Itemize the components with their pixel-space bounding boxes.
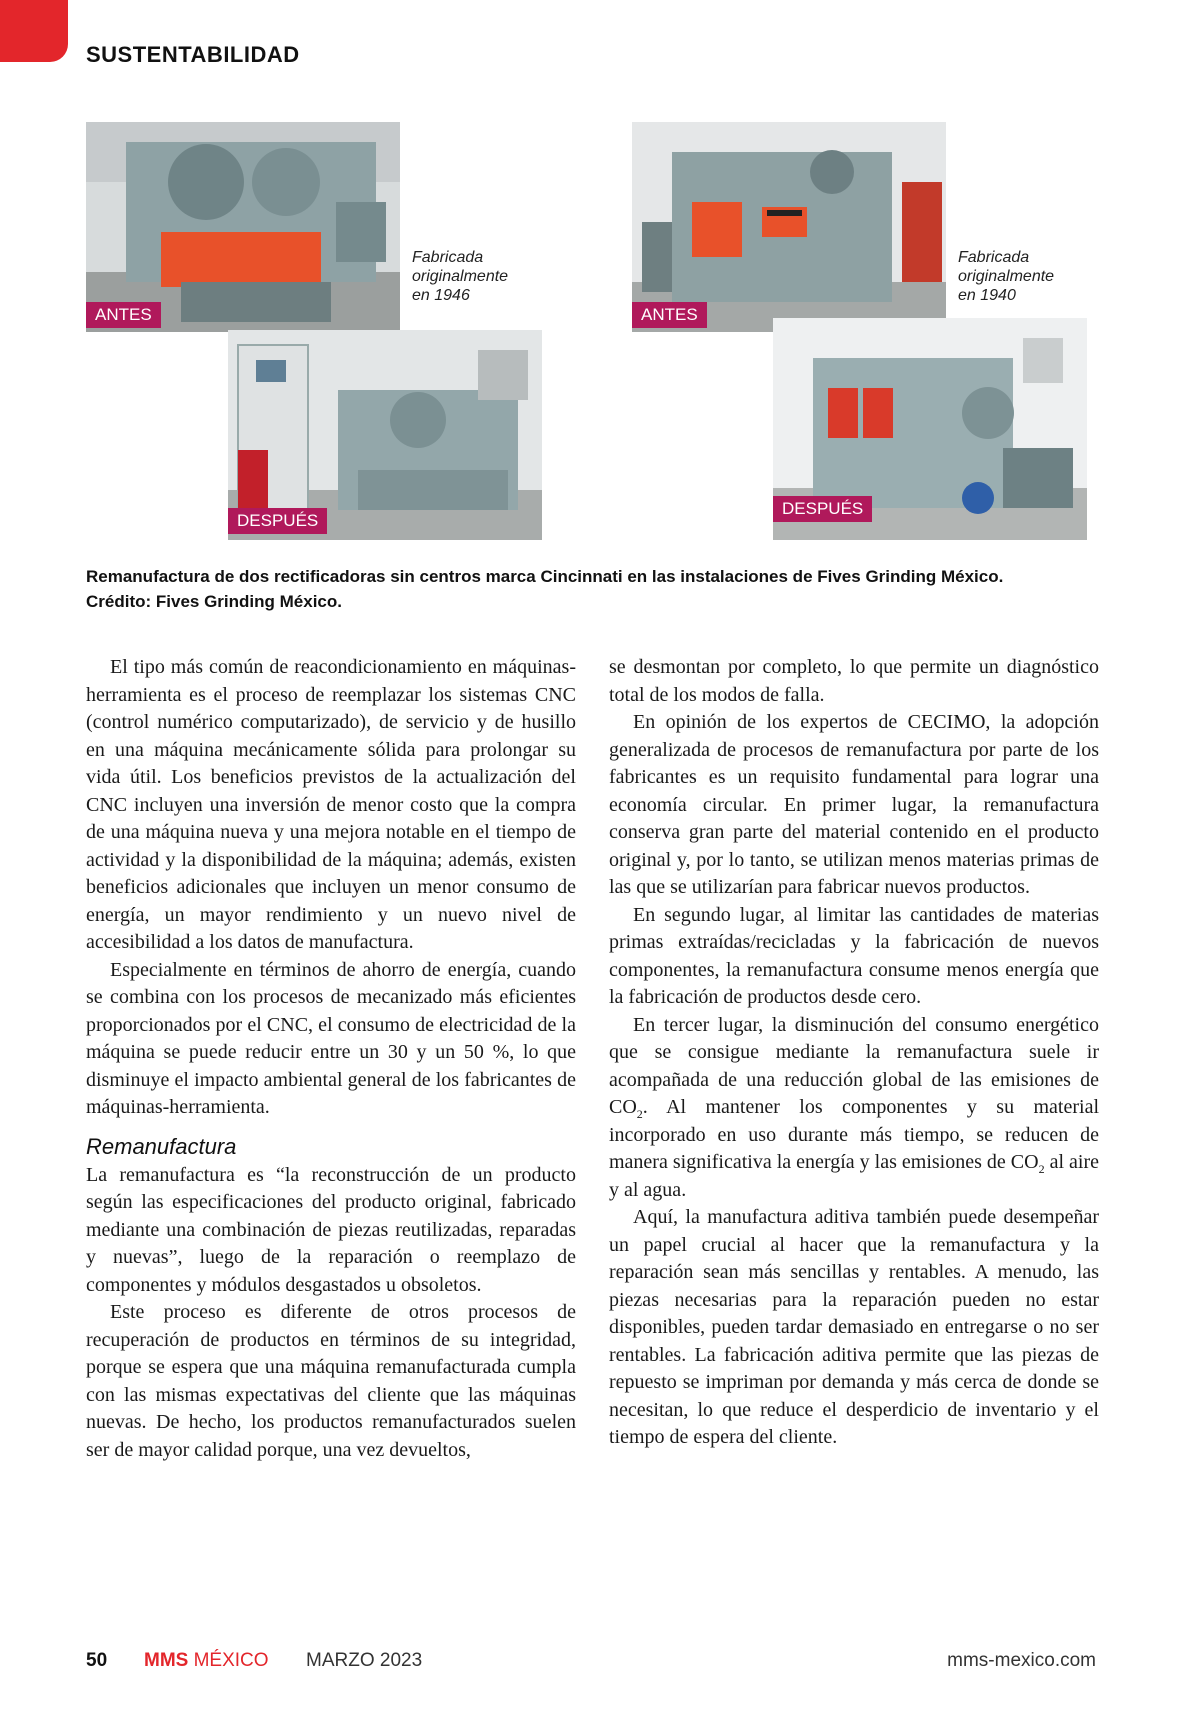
issue-date: MARZO 2023: [306, 1650, 423, 1671]
paragraph: En opinión de los expertos de CECIMO, la adopción generalizada de procesos de remanufactura por parte de los fabricantes es un requisito fundamental para lograr una economía circular. En primer lugar, la remanufactura conserva gran parte del material contenido en el producto original y, por lo tanto, se utilizan menos materias primas de las que se utilizarían para fabricar nuevos productos.: [609, 711, 1099, 898]
paragraph: Este proceso es diferente de otros procesos de recuperación de productos en términos de su integridad, porque se espera que una máquina remanufacturada cumpla con las mismas expectativas del cliente que las máquinas nuevas. De hecho, los productos remanufacturados suelen ser de mayor calidad porque, una vez devueltos,: [86, 1301, 576, 1461]
paragraph: se desmontan por completo, lo que permite un diagnóstico total de los modos de falla.: [609, 656, 1099, 706]
page-number: 50: [86, 1650, 108, 1671]
photo-right-after: [773, 318, 1087, 540]
paragraph: Aquí, la manufactura aditiva también puede desempeñar un papel crucial al hacer que la remanufactura y la reparación sean más sencillas y rentables. A menudo, las piezas necesarias para la reparación pueden no estar disponibles, pueden tardar demasiado en entregarse o no ser rentables. La fabricación aditiva permite que las piezas de repuesto se impriman por demanda y más cerca de donde se necesitan, lo que reduce el desperdicio de inventario y el tiempo de espera del cliente.: [609, 1206, 1099, 1448]
caption-credit: Crédito: Fives Grinding México.: [86, 592, 342, 611]
before-badge: ANTES: [86, 302, 161, 328]
paragraph: Especialmente en términos de ahorro de energía, cuando se combina con los procesos de mecanizado más eficientes proporcionados por el CNC, el consumo de electricidad de la máquina se puede reducir entre un 30 y un 50 %, lo que disminuye el impacto ambiental general de los fabricantes de máquinas-herramienta.: [86, 958, 576, 1118]
website-link[interactable]: mms-mexico.com: [947, 1650, 1096, 1671]
figure-caption: [86, 564, 1116, 614]
paragraph: En segundo lugar, al limitar las cantidades de materias primas extraídas/recicladas y la fabricación de nuevos componentes, la remanufactura consume menos energía que la fabricación de productos desde cero.: [609, 903, 1099, 1008]
caption-text: Remanufactura de dos rectificadoras sin centros marca Cincinnati en las instalaciones de Fives Grinding México.: [86, 567, 1004, 586]
photo-left-after: [228, 330, 542, 540]
section-color-tab: [0, 0, 68, 62]
photo-left-before: [86, 122, 400, 332]
before-badge: ANTES: [632, 302, 707, 328]
grinder-1946-before-image: [86, 122, 400, 332]
paragraph-co2: En tercer lugar, la disminución del consumo energético que se consigue mediante la remanufactura suele ir acompañada de una reducción global de las emisiones de $CO_2$. Al mantener los componentes y su material incorporado en uso durante más tiempo, se reducen de manera significativa la energía y las emisiones de $CO_2$ al aire y al agua.: [609, 1013, 1100, 1201]
page-footer: [86, 1650, 1096, 1680]
subheading-remanufactura: Remanufactura: [86, 1133, 237, 1159]
paragraph: El tipo más común de reacondicionamiento en máquinas-herramienta es el proceso de reemplazar los sistemas CNC (control numérico computarizado), de servicio y de husillo en una máquina mecánicamente sólida para prolongar su vida útil. Los beneficios previstos de la actualización del CNC incluyen una inversión de menor costo que la compra de una máquina nueva y una mejora notable en el tiempo de actividad y la disponibilidad de la máquina; además, existen beneficios adicionales que incluyen un menor consumo de energía, un mayor rendimiento y un nuevo nivel de accesibilidad a los datos de manufactura.: [86, 656, 576, 953]
grinder-1940-before-image: [632, 122, 946, 332]
manufactured-note-1940: Fabricada originalmente en 1940: [958, 249, 1055, 304]
section-label: SUSTENTABILIDAD: [86, 42, 300, 67]
article-column-left: [86, 654, 576, 1464]
manufactured-note-1946: Fabricada originalmente en 1946: [412, 249, 509, 304]
paragraph: La remanufactura es “la reconstrucción de un producto según las especificaciones del producto original, fabricado mediante una combinación de piezas reutilizadas, reparadas y nuevas”, luego de la reparación o reemplazo de componentes y módulos desgastados u obsoletos.: [86, 1163, 576, 1296]
magazine-brand: MMS MÉXICO: [144, 1650, 269, 1671]
article-column-right: [609, 654, 1099, 1452]
after-badge: DESPUÉS: [773, 496, 872, 522]
after-badge: DESPUÉS: [228, 508, 327, 534]
photo-right-before: [632, 122, 946, 332]
